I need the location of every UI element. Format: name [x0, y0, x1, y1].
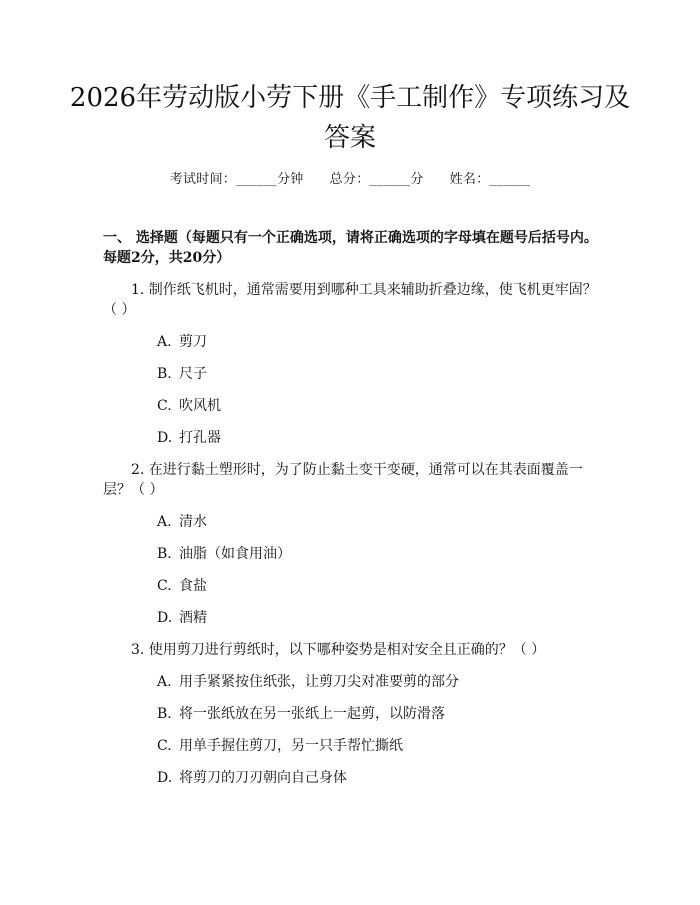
option-text: 酒精	[179, 610, 207, 626]
student-name: 姓名：______	[449, 172, 531, 187]
option-letter: D.	[157, 610, 173, 626]
option-text: 清水	[179, 514, 207, 530]
q2-option-d	[157, 608, 207, 628]
exam-meta	[0, 168, 700, 187]
q3-option-b	[157, 704, 445, 724]
option-letter: A.	[157, 674, 172, 690]
exam-time: 考试时间：______分钟	[169, 172, 304, 187]
total-score: 总分：______分	[329, 172, 424, 187]
question-1: 1. 制作纸飞机时，通常需要用到哪种工具来辅助折叠边缘，使飞机更牢固？（ ）	[103, 282, 597, 318]
option-text: 将一张纸放在另一张纸上一起剪，以防滑落	[179, 706, 445, 722]
q3-option-d	[157, 768, 347, 788]
q1-option-b	[157, 364, 207, 384]
option-text: 用单手握住剪刀，另一只手帮忙撕纸	[179, 738, 403, 754]
option-letter: C.	[157, 578, 172, 594]
q2-option-b	[157, 544, 291, 564]
question-3: 3. 使用剪刀进行剪纸时，以下哪种姿势是相对安全且正确的？（ ）	[131, 642, 546, 658]
option-text: 将剪刀的刀刃朝向自己身体	[179, 770, 347, 786]
option-text: 打孔器	[179, 430, 221, 446]
option-text: 吹风机	[179, 398, 221, 414]
q1-option-c	[157, 396, 221, 416]
option-letter: B.	[157, 366, 172, 382]
option-text: 剪刀	[179, 334, 207, 350]
q1-option-a	[157, 332, 207, 352]
option-letter: A.	[157, 334, 172, 350]
q3-option-a	[157, 672, 459, 692]
q2-option-c	[157, 576, 207, 596]
option-letter: D.	[157, 430, 173, 446]
q3-option-c	[157, 736, 403, 756]
option-letter: B.	[157, 546, 172, 562]
option-letter: B.	[157, 706, 172, 722]
option-letter: D.	[157, 770, 173, 786]
page-title: 2026年劳动版小劳下册《手工制作》专项练习及答案	[69, 83, 631, 153]
section-heading: 一、 选择题（每题只有一个正确选项，请将正确选项的字母填在题号后括号内。每题2分，共20分）	[103, 230, 598, 266]
option-letter: C.	[157, 398, 172, 414]
option-text: 尺子	[179, 366, 207, 382]
option-text: 食盐	[179, 578, 207, 594]
question-2: 2. 在进行黏土塑形时，为了防止黏土变干变硬，通常可以在其表面覆盖一层？（ ）	[103, 462, 583, 498]
option-letter: C.	[157, 738, 172, 754]
option-letter: A.	[157, 514, 172, 530]
option-text: 油脂（如食用油）	[179, 546, 291, 562]
q1-option-d	[157, 428, 221, 448]
q2-option-a	[157, 512, 207, 532]
option-text: 用手紧紧按住纸张，让剪刀尖对准要剪的部分	[179, 674, 459, 690]
